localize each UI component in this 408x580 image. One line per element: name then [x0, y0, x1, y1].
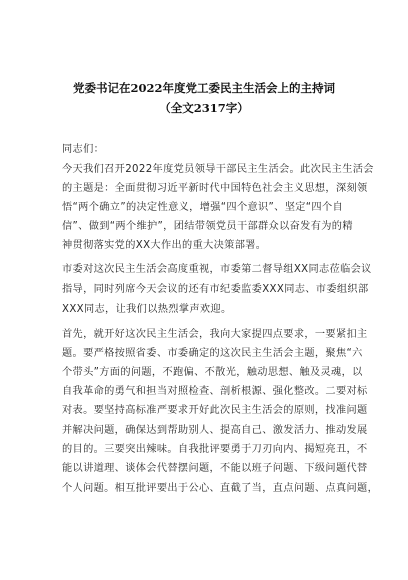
body-line: 并解决问题，确保达到帮助别人、提高自己、激发活力、推动发展	[62, 425, 368, 436]
document-title: 党委书记在2022年度党工委民主生活会上的主持词	[72, 81, 335, 95]
body-line: 悟“两个确立”的决定性意义，增强“四个意识”、坚定“四个自	[62, 202, 344, 213]
body-line: 自我革命的勇气和担当对照检查、剖析根源、强化整改。二要对标	[62, 386, 368, 397]
body-line: 个人问题。相互批评要出于公心、直截了当，直点问题、点真问题，	[62, 483, 379, 494]
body-line: 首先，就开好这次民主生活会，我向大家提四点要求，一要紧扣主	[62, 329, 368, 340]
body-line: 市委对这次民主生活会高度重视，市委第二督导组XX同志莅临会议	[62, 264, 372, 275]
body-line: 神贯彻落实党的XX大作出的重大决策部署。	[62, 240, 267, 251]
body-line: 信”、做到“两个维护”，团结带领党员干部群众以奋发有为的精	[62, 221, 353, 232]
body-line: 题。要严格按照省委、市委确定的这次民主生活会主题，聚焦“六	[62, 348, 363, 359]
body-line: 的主题是：全面贯彻习近平新时代中国特色社会主义思想，深刻领	[62, 183, 368, 194]
document-subtitle: （全文2317字）	[159, 101, 249, 115]
body-line: 指导，同时列席今天会议的还有市纪委监委XXX同志、市委组织部	[62, 284, 369, 295]
body-line: 的目的。三要突出辣味。自我批评要勇于刀刃向内、揭短亮丑，不	[62, 444, 368, 455]
body-line: XXX同志，让我们以热烈掌声欢迎。	[62, 304, 232, 315]
body-line: 同志们：	[62, 144, 105, 155]
body-line: 个带头”方面的问题，不跑偏、不散光，触动思想、触及灵魂，以	[62, 367, 363, 378]
body-line: 能以讲道理、谈体会代替摆问题，不能以班子问题、下级问题代替	[62, 463, 368, 474]
body-line: 今天我们召开2022年度党员领导干部民主生活会。此次民主生活会	[62, 164, 374, 175]
body-line: 对表。要坚持高标准严要求开好此次民主生活会的原则，找准问题	[62, 405, 368, 416]
